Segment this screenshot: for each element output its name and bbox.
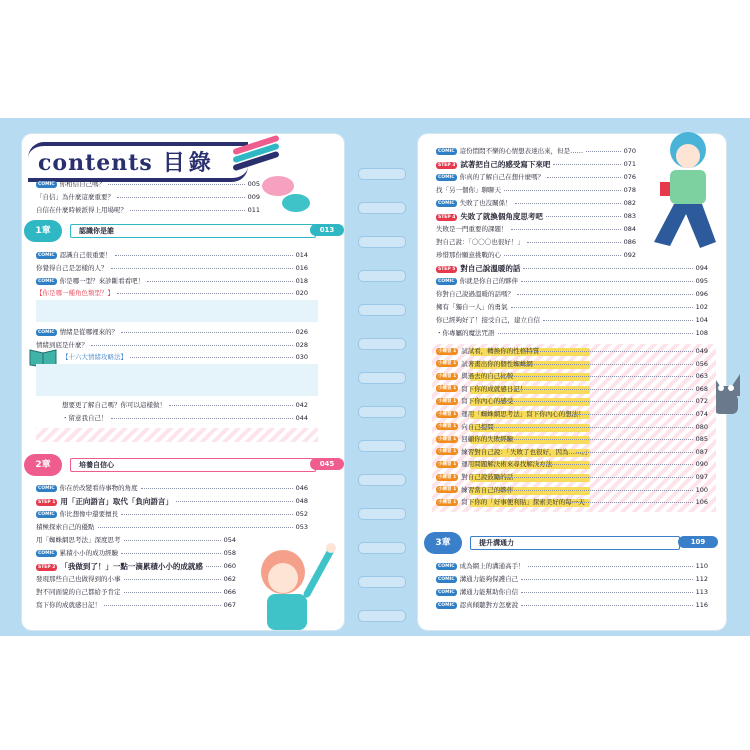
leader-dots (511, 307, 693, 308)
entry-page: 086 (623, 238, 636, 246)
entry-title: 成為網上的溝通高手！ (459, 562, 525, 570)
entry-badge: 小練習 1 (438, 499, 457, 505)
entry-page: 076 (623, 173, 636, 181)
entry-title: 【十六大情緒攻略法】 (62, 353, 127, 361)
entry-badge: COMIC (438, 589, 455, 595)
spiral-ring (358, 202, 406, 214)
chapter-3-entry[interactable] (436, 561, 708, 572)
entry-badge: COMIC (38, 278, 55, 284)
leader-dots (498, 401, 693, 402)
chapter-1-number: 1章 (24, 220, 62, 242)
right-toc-entry[interactable] (436, 276, 708, 287)
right-toc-entry[interactable] (436, 237, 636, 248)
leader-dots (537, 464, 693, 465)
entry-badge: COMIC (438, 602, 455, 608)
chapter-3-entry[interactable] (436, 587, 708, 598)
emotion-box (36, 364, 318, 396)
intro-entry[interactable] (36, 179, 260, 190)
entry-title: 試著畫出你的個性蜘蛛網 (461, 359, 533, 368)
entry-page: 116 (695, 601, 708, 609)
leader-dots (586, 151, 621, 152)
entry-page: 020 (295, 289, 308, 297)
leader-dots (124, 540, 221, 541)
leader-dots (504, 190, 621, 191)
leader-dots (546, 216, 621, 217)
entry-title: 認真傾聽對方怎麼說 (459, 601, 519, 609)
leader-dots (498, 490, 693, 491)
entry-title: 運用「蜘蛛網思考法」寫下你內心的想法！ (461, 410, 585, 418)
entry-badge: COMIC (438, 563, 455, 569)
right-toc-entry[interactable] (436, 159, 636, 170)
spiral-ring (358, 236, 406, 248)
entry-page: 080 (695, 422, 708, 431)
entry-title: 你對自己說過溫暖的話嗎？ (436, 290, 514, 298)
entry-page: 044 (295, 414, 308, 422)
leader-dots (553, 164, 621, 165)
entry-page: 062 (223, 575, 236, 583)
entry-title: 你覺得自己是怎樣的人？ (36, 264, 108, 272)
chapter-3-entry[interactable] (436, 574, 708, 585)
spiral-ring (358, 576, 406, 588)
entry-page: 058 (223, 549, 236, 557)
leader-dots (521, 579, 693, 580)
entry-badge: COMIC (438, 200, 455, 206)
leader-dots (117, 197, 245, 198)
entry-badge: STEP 5 (438, 266, 456, 272)
chapter-2-entry[interactable] (36, 574, 236, 585)
right-toc-entry[interactable] (436, 328, 708, 339)
practice-1-row-bg (36, 428, 318, 442)
entry-title: 發現那些自己也做得到的小事 (36, 575, 121, 583)
entry-page: 056 (695, 359, 708, 368)
practice-entry[interactable] (436, 459, 708, 470)
chapter-3-page: 109 (678, 536, 718, 548)
chapter-2-entry[interactable] (36, 509, 308, 520)
entry-page: 102 (695, 303, 708, 311)
chapter-1-entry[interactable] (36, 250, 308, 261)
practice-entry[interactable] (436, 409, 708, 420)
entry-title: 你是哪一型？來診斷看看吧！ (59, 277, 145, 285)
chapter-2-entry[interactable] (36, 535, 236, 546)
entry-page: 071 (623, 160, 636, 168)
leader-dots (121, 553, 221, 554)
entry-title: 「自信」為什麼這麼重要？ (36, 193, 114, 201)
entry-page: 060 (223, 562, 236, 570)
chapter-2-entry[interactable] (36, 548, 236, 559)
practice-entry[interactable] (436, 472, 708, 483)
right-toc-entry[interactable] (436, 302, 708, 313)
entry-title: 失敗了也沒關係！ (459, 199, 512, 207)
entry-title: 用「正向語言」取代「負向語言」 (60, 497, 173, 506)
right-toc-entry[interactable] (436, 185, 636, 196)
entry-title: 溝通力能幫助你自信 (459, 588, 519, 596)
leader-dots (111, 268, 293, 269)
chapter-2-entry[interactable] (36, 522, 308, 533)
chapter-1-title: 認識你是誰 (70, 224, 316, 238)
spiral-ring (358, 338, 406, 350)
title-latin: contents (38, 150, 153, 176)
entry-page: 096 (695, 290, 708, 298)
leader-dots (521, 592, 693, 593)
spiral-ring (358, 610, 406, 622)
entry-title: 失敗是一門重要的課題！ (436, 225, 508, 233)
entry-badge: 小練習 1 (438, 461, 457, 467)
emotion-heading-entry[interactable] (62, 352, 308, 363)
entry-title: 這份悶悶不樂的心情想表達出來，但是…… (459, 147, 584, 155)
leader-dots (91, 345, 293, 346)
practice-entry[interactable] (436, 346, 708, 357)
entry-badge: 小練習 1 (438, 411, 457, 417)
chapter-1-entry[interactable] (36, 263, 308, 274)
entry-title: 情緒是從哪裡來的？ (59, 328, 119, 336)
entry-page: 009 (247, 193, 260, 201)
spiral-ring (358, 440, 406, 452)
entry-page: 030 (295, 353, 308, 361)
entry-page: 083 (623, 212, 636, 220)
entry-page: 110 (695, 562, 708, 570)
leader-dots (528, 566, 693, 567)
chapter-3-entry[interactable] (436, 600, 708, 611)
entry-title: 寫下你內心的感受 (461, 397, 514, 406)
leader-dots (498, 333, 693, 334)
entry-title: 你比想像中還要擅長 (59, 510, 119, 518)
entry-page: 070 (623, 147, 636, 155)
entry-badge: 小練習 1 (438, 373, 457, 379)
chapter-3-title: 提升溝通力 (470, 536, 680, 550)
practice-entry[interactable] (436, 422, 708, 433)
entry-page: 108 (695, 329, 708, 337)
chapter-2-header[interactable] (24, 456, 335, 474)
entry-badge: STEP 4 (438, 214, 456, 220)
entry-badge: COMIC (38, 181, 55, 187)
entry-title: ・留意我自己！ (62, 414, 108, 422)
entry-title: 運用問題解決術來尋找解決方法 (461, 460, 553, 469)
entry-page: 104 (695, 316, 708, 324)
entry-title: 回顧你的失敗經驗 (461, 435, 514, 444)
entry-badge: 小練習 1 (438, 398, 457, 404)
practice-entry[interactable] (436, 447, 708, 458)
entry-badge: 小練習 1 (438, 348, 457, 354)
entry-title: 寫下你的成就感日記！ (36, 601, 101, 609)
leader-dots (124, 579, 221, 580)
right-toc-entry[interactable] (436, 315, 708, 326)
entry-title: 認識自己很重要！ (59, 251, 112, 259)
leader-dots (515, 203, 621, 204)
entry-title: 珍惜那份願意挑戰的心 (436, 251, 501, 259)
entry-title: 想要更了解自己嗎？你可以這樣做！ (62, 401, 166, 409)
entry-title: 失敗了就換個角度思考吧 (460, 212, 543, 221)
entry-page: 046 (295, 484, 308, 492)
spiral-ring (358, 508, 406, 520)
chapter-3-header[interactable] (424, 534, 720, 552)
chapter-1-entry[interactable] (36, 340, 308, 351)
spiral-ring (358, 270, 406, 282)
type-heading-entry[interactable] (36, 288, 308, 299)
entry-page: 068 (695, 384, 708, 393)
entry-badge: STEP 3 (438, 162, 456, 168)
entry-page: 112 (695, 575, 708, 583)
entry-badge: COMIC (438, 174, 455, 180)
entry-title: 練習當自己的夥伴 (461, 485, 514, 494)
entry-title: 累積小小的成功經驗 (59, 549, 119, 557)
entry-page: 092 (623, 251, 636, 259)
entry-title: 「我做到了！」一點一滴累積小小的成就感 (60, 562, 203, 571)
entry-page: 048 (295, 497, 308, 505)
entry-page: 049 (695, 347, 708, 355)
right-toc-entry[interactable] (436, 250, 636, 261)
entry-title: 你相信自己嗎？ (59, 180, 106, 188)
spiral-ring (358, 304, 406, 316)
entry-badge: COMIC (438, 278, 455, 284)
chapter-2-number: 2章 (24, 454, 62, 476)
leader-dots (176, 501, 293, 502)
entry-title: ・你專屬的魔法咒語 (436, 329, 495, 337)
entry-title: 你已經夠好了！接受自己，建立自信 (436, 316, 540, 324)
entry-page: 014 (295, 251, 308, 259)
entry-badge: 小練習 1 (438, 424, 457, 430)
entry-badge: COMIC (38, 511, 55, 517)
chapter-2-entry[interactable] (36, 483, 308, 494)
entry-page: 082 (623, 199, 636, 207)
entry-badge: 小練習 1 (438, 386, 457, 392)
entry-badge: COMIC (38, 485, 55, 491)
entry-title: 自信在什麼時候派得上用場呢？ (36, 206, 127, 214)
leader-dots (511, 229, 621, 230)
right-toc-entry[interactable] (436, 198, 636, 209)
entry-page: 042 (295, 401, 308, 409)
leader-dots (576, 452, 693, 453)
pink-macaron-icon (262, 176, 294, 196)
entry-badge: COMIC (38, 550, 55, 556)
entry-page: 016 (295, 264, 308, 272)
spiral-ring (358, 542, 406, 554)
entry-title: 你在於改變看待事物的角度 (59, 484, 138, 492)
leader-dots (479, 427, 693, 428)
entry-page: 097 (695, 473, 708, 481)
entry-title: 找「另一個你」聊聊天 (436, 186, 501, 194)
chapter-1-entry[interactable] (62, 400, 308, 411)
leader-dots (130, 210, 245, 211)
entry-page: 028 (295, 341, 308, 349)
teal-macaron-icon (282, 194, 310, 212)
practice-entry[interactable] (436, 359, 708, 370)
right-toc-entry[interactable] (436, 224, 636, 235)
entry-page: 066 (223, 588, 236, 596)
chapter-2-entry[interactable] (36, 561, 236, 572)
practice-entry[interactable] (436, 497, 708, 508)
right-toc-entry[interactable] (436, 289, 708, 300)
leader-dots (98, 527, 293, 528)
entry-title: 試試看，轉換你的性格特質 (461, 347, 540, 355)
entry-title: 與過去的自己比較 (461, 372, 514, 381)
leader-dots (121, 514, 293, 515)
entry-page: 072 (695, 397, 708, 406)
chapter-2-entry[interactable] (36, 587, 236, 598)
leader-dots (141, 488, 293, 489)
entry-page: 106 (695, 498, 708, 507)
right-toc-entry[interactable] (436, 263, 708, 274)
chapter-2-title: 培養自信心 (70, 458, 316, 472)
entry-page: 084 (623, 225, 636, 233)
leader-dots (104, 605, 221, 606)
entry-page: 085 (695, 435, 708, 444)
entry-page: 052 (295, 510, 308, 518)
entry-title: 【你是哪一種角色類型？】 (36, 289, 114, 297)
entry-title: 向自己提問 (461, 422, 494, 431)
leader-dots (115, 255, 293, 256)
entry-badge: 小練習 1 (438, 361, 457, 367)
practice-entry[interactable] (436, 384, 708, 395)
spiral-ring (358, 168, 406, 180)
chapter-1-header[interactable] (24, 222, 335, 240)
leader-dots (527, 242, 621, 243)
entry-page: 005 (247, 180, 260, 188)
leader-dots (570, 502, 693, 503)
practice-entry[interactable] (436, 434, 708, 445)
entry-page: 087 (695, 447, 708, 456)
entry-page: 100 (695, 485, 708, 494)
spiral-ring (358, 372, 406, 384)
entry-badge: 小練習 1 (438, 474, 457, 480)
leader-dots (511, 389, 693, 390)
entry-title: 寫下你的成就感日記！ (461, 384, 527, 393)
entry-badge: 小練習 1 (438, 449, 457, 455)
leader-dots (108, 184, 245, 185)
leader-dots (498, 477, 693, 478)
entry-badge: STEP 2 (38, 564, 56, 570)
entry-title: 練習對自己說：「失敗了也很好，因為……。」 (461, 447, 592, 456)
entry-badge: STEP 1 (38, 499, 56, 505)
leader-dots (147, 281, 293, 282)
entry-page: 054 (223, 536, 236, 544)
leader-dots (570, 414, 693, 415)
leader-dots (117, 293, 293, 294)
entry-title: 對自己說：「〇〇〇也很好！」 (436, 238, 524, 246)
entry-badge: COMIC (438, 576, 455, 582)
title-chinese: 目錄 (162, 151, 215, 176)
page-title (38, 146, 215, 177)
entry-page: 113 (695, 588, 708, 596)
entry-title: 積極探索自己的優點 (36, 523, 95, 531)
right-toc-entry[interactable] (436, 211, 636, 222)
leader-dots (498, 439, 693, 440)
leader-dots (517, 294, 693, 295)
leader-dots (121, 332, 293, 333)
girl-character-illustration (245, 532, 340, 630)
entry-badge: 小練習 1 (438, 436, 457, 442)
entry-title: 對不同面貌的自己都給予肯定 (36, 588, 121, 596)
entry-title: 寫下你的「好事便利貼」探索美好的每一天 (461, 498, 585, 507)
entry-page: 018 (295, 277, 308, 285)
leader-dots (543, 320, 693, 321)
leader-dots (169, 405, 293, 406)
chapter-1-page: 013 (310, 224, 344, 236)
entry-title: 對自己說溫暖的話 (460, 264, 521, 273)
intro-entry[interactable] (36, 192, 260, 203)
spiral-ring (358, 474, 406, 486)
boy-character-illustration (640, 124, 726, 264)
entry-title: 溝通力能夠保護自己 (459, 575, 519, 583)
leader-dots (524, 351, 693, 352)
chapter-1-entry[interactable] (36, 276, 308, 287)
right-toc-entry[interactable] (436, 146, 636, 157)
chapter-1-entry[interactable] (36, 327, 308, 338)
entry-page: 026 (295, 328, 308, 336)
entry-page: 078 (623, 186, 636, 194)
leader-dots (130, 357, 293, 358)
entry-page: 094 (695, 264, 708, 272)
leader-dots (504, 255, 621, 256)
chapter-1-entry[interactable] (62, 413, 308, 424)
entry-page: 090 (695, 460, 708, 469)
leader-dots (521, 605, 693, 606)
leader-dots (523, 268, 693, 269)
entry-page: 063 (695, 372, 708, 381)
entry-title: 試著把自己的感受寫下來吧 (460, 160, 551, 169)
entry-title: 用「蜘蛛網思考法」深度思考 (36, 536, 121, 544)
intro-entry[interactable] (36, 205, 260, 216)
leader-dots (521, 281, 693, 282)
character-type-box (36, 300, 318, 322)
leader-dots (547, 177, 621, 178)
entry-page: 074 (695, 410, 708, 418)
entry-title: 你就是你自己的夥伴 (459, 277, 519, 285)
chapter-2-entry[interactable] (36, 600, 236, 611)
practice-entry[interactable] (436, 396, 708, 407)
entry-page: 011 (247, 206, 260, 214)
spiral-ring (358, 406, 406, 418)
entry-badge: COMIC (38, 329, 55, 335)
entry-page: 053 (295, 523, 308, 531)
entry-title: 情緒到底是什麼？ (36, 341, 88, 349)
leader-dots (206, 566, 221, 567)
entry-title: 對自己說鼓勵的話 (461, 473, 514, 481)
ribbon-stripes-decoration (232, 140, 280, 170)
entry-title: 你真的了解自己在想什麼嗎？ (459, 173, 545, 181)
chapter-2-page: 045 (310, 458, 344, 470)
right-toc-entry[interactable] (436, 172, 636, 183)
entry-page: 067 (223, 601, 236, 609)
leader-dots (518, 364, 693, 365)
leader-dots (124, 592, 221, 593)
entry-badge: 小練習 1 (438, 487, 457, 493)
chapter-3-number: 3章 (424, 532, 462, 554)
chapter-2-entry[interactable] (36, 496, 308, 507)
entry-badge: COMIC (38, 252, 55, 258)
entry-badge: COMIC (438, 148, 455, 154)
entry-page: 095 (695, 277, 708, 285)
leader-dots (111, 418, 293, 419)
practice-entry[interactable] (436, 485, 708, 496)
entry-title: 擁有「獨自一人」的勇氣 (436, 303, 508, 311)
leader-dots (498, 376, 693, 377)
practice-entry[interactable] (436, 371, 708, 382)
